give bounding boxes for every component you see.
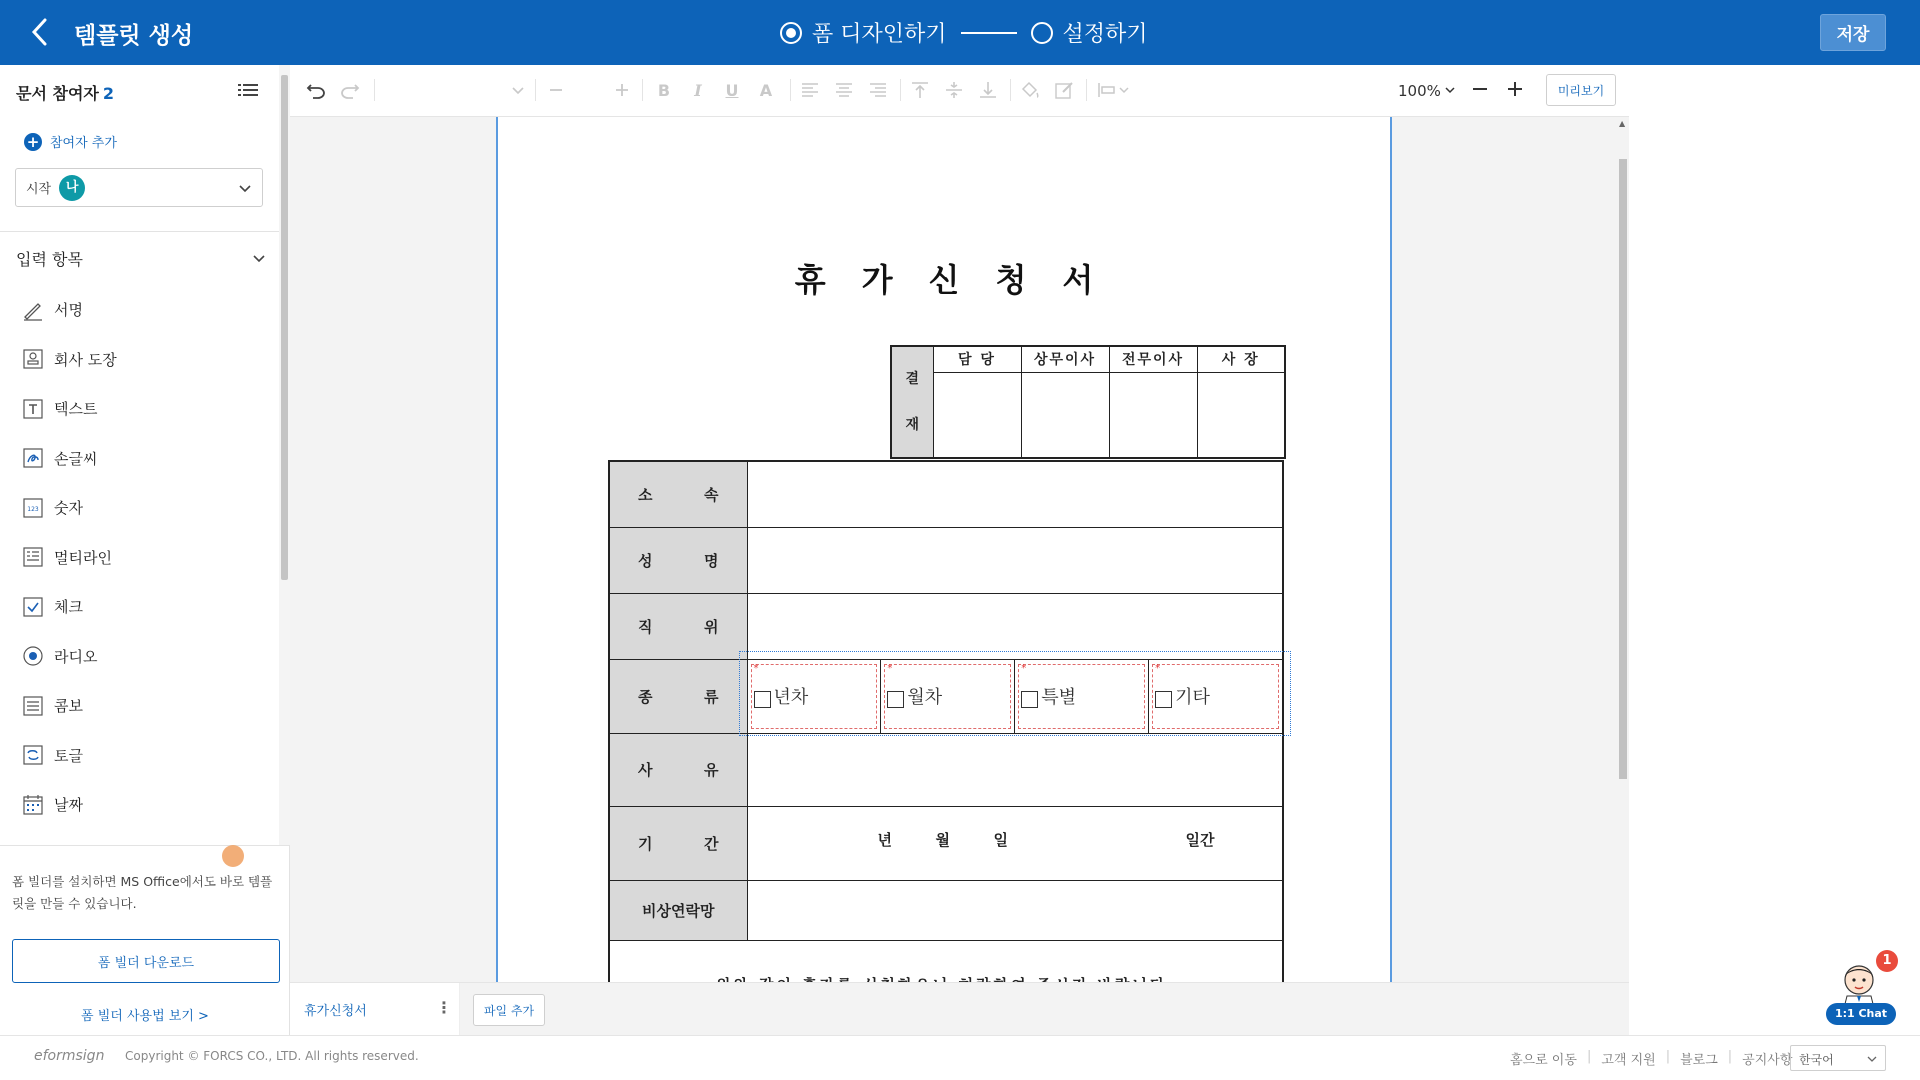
combo-icon bbox=[22, 695, 44, 717]
document-title[interactable]: 휴가신청서 bbox=[794, 261, 1130, 299]
approval-sign-box[interactable] bbox=[1021, 372, 1109, 458]
step-indicator bbox=[780, 17, 1148, 48]
scroll-up-icon[interactable]: ▲ bbox=[1619, 119, 1626, 128]
required-mark: * bbox=[1155, 662, 1161, 674]
emergency-cell[interactable] bbox=[747, 880, 1283, 940]
row-label-position bbox=[609, 593, 747, 659]
checkbox-label: 년차 bbox=[773, 687, 809, 708]
department-cell[interactable] bbox=[747, 461, 1283, 527]
divider bbox=[0, 845, 290, 846]
field-label: 회사 도장 bbox=[54, 350, 117, 369]
label-char: 유 bbox=[704, 761, 719, 779]
add-participant-button[interactable] bbox=[24, 132, 117, 151]
redo-icon[interactable] bbox=[338, 78, 362, 102]
leave-form-table[interactable] bbox=[608, 460, 1284, 1001]
preview-button[interactable]: 미리보기 bbox=[1546, 74, 1616, 106]
approval-header: 사 장 bbox=[1197, 346, 1285, 372]
more-vertical-icon[interactable]: ⋮ bbox=[436, 998, 452, 1017]
kind-cell bbox=[747, 659, 1283, 733]
required-mark: * bbox=[887, 662, 893, 674]
page-title: 템플릿 생성 bbox=[74, 23, 194, 49]
field-label: 토글 bbox=[54, 746, 83, 765]
table-row bbox=[609, 659, 1283, 733]
top-header bbox=[0, 0, 1920, 65]
toolbar-separator bbox=[642, 79, 643, 101]
label-char: 류 bbox=[704, 687, 719, 706]
field-item-multiline[interactable] bbox=[0, 533, 279, 583]
valign-top-icon[interactable] bbox=[908, 78, 932, 102]
signature-icon bbox=[22, 299, 44, 321]
label-char: 소 bbox=[638, 485, 653, 504]
file-tab[interactable] bbox=[290, 983, 460, 1036]
approval-side-label bbox=[891, 346, 933, 458]
back-button[interactable] bbox=[26, 14, 56, 50]
file-tab-bar bbox=[290, 982, 1629, 1035]
label-char: 간 bbox=[704, 834, 719, 853]
avatar: 나 bbox=[59, 175, 85, 201]
checkbox-label: 특별 bbox=[1041, 687, 1077, 708]
svg-text:123: 123 bbox=[27, 505, 39, 513]
field-item-combo[interactable] bbox=[0, 681, 279, 731]
field-item-number[interactable] bbox=[0, 483, 279, 533]
footer-separator: | bbox=[1665, 1049, 1671, 1064]
sidebar-scrollbar[interactable] bbox=[279, 65, 290, 845]
language-value: 한국어 bbox=[1799, 1053, 1834, 1067]
italic-icon[interactable]: I bbox=[694, 80, 702, 100]
font-size-decrease-icon[interactable] bbox=[544, 78, 568, 102]
bold-icon[interactable]: B bbox=[657, 80, 671, 100]
emergency-label: 비상연락망 bbox=[642, 901, 715, 920]
field-label: 라디오 bbox=[54, 647, 98, 666]
form-builder-download-button[interactable]: 폼 빌더 다운로드 bbox=[12, 939, 280, 983]
participants-title bbox=[16, 81, 114, 104]
label-char: 명 bbox=[704, 551, 719, 570]
checkbox-icon[interactable] bbox=[1155, 691, 1172, 708]
row-label-name bbox=[609, 527, 747, 593]
field-label: 서명 bbox=[54, 301, 83, 320]
table-align-dropdown-icon[interactable] bbox=[1096, 78, 1132, 102]
plus-circle-icon: + bbox=[24, 133, 42, 151]
field-label: 콤보 bbox=[54, 697, 83, 716]
zoom-out-button[interactable] bbox=[1468, 77, 1492, 101]
kind-option-cell bbox=[748, 660, 882, 733]
label-char: 위 bbox=[704, 617, 719, 636]
divider bbox=[0, 231, 279, 232]
step-settings[interactable] bbox=[1031, 17, 1148, 48]
plus-icon bbox=[1503, 77, 1527, 101]
field-item-date[interactable] bbox=[0, 780, 279, 830]
chevron-down-icon bbox=[238, 181, 252, 195]
checkbox-label: 기타 bbox=[1175, 687, 1210, 708]
approval-header: 상무이사 bbox=[1021, 346, 1109, 372]
toggle-icon bbox=[22, 744, 44, 766]
label-char: 사 bbox=[638, 761, 653, 779]
cursor-indicator bbox=[222, 845, 244, 867]
checkbox-field-annual[interactable] bbox=[751, 664, 878, 729]
approval-sign-box[interactable] bbox=[933, 372, 1021, 458]
checkbox-field-monthly[interactable] bbox=[884, 664, 1011, 729]
document-canvas[interactable] bbox=[290, 117, 1617, 982]
approval-sign-box[interactable] bbox=[1109, 372, 1197, 458]
file-tab-label: 휴가신청서 bbox=[304, 1004, 367, 1019]
approval-table[interactable] bbox=[890, 345, 1286, 459]
minus-icon bbox=[1468, 77, 1492, 101]
support-agent-icon bbox=[1838, 960, 1880, 1004]
row-label-period bbox=[609, 806, 747, 880]
footer-link-blog[interactable]: 블로그 bbox=[1680, 1053, 1718, 1068]
form-builder-description: 폼 빌더를 설치하면 MS Office에서도 바로 템플릿을 만들 수 있습니다. bbox=[12, 874, 273, 911]
add-file-button[interactable]: 파일 추가 bbox=[473, 994, 545, 1026]
checkbox-icon[interactable] bbox=[1021, 691, 1038, 708]
period-month: 월 bbox=[935, 830, 950, 849]
table-row bbox=[609, 527, 1283, 593]
chevron-down-icon[interactable] bbox=[1444, 84, 1456, 96]
label-char: 종 bbox=[638, 687, 653, 706]
table-row bbox=[609, 880, 1283, 940]
field-label: 날짜 bbox=[54, 796, 83, 815]
reason-cell[interactable] bbox=[747, 733, 1283, 806]
multiline-icon bbox=[22, 546, 44, 568]
footer-copyright: Copyright © FORCS CO., LTD. All rights reserved. bbox=[125, 1049, 419, 1063]
field-label: 손글씨 bbox=[54, 449, 98, 468]
row-label-emergency bbox=[609, 880, 747, 940]
footer-logo: eformsign bbox=[34, 1048, 105, 1064]
add-participant-label: 참여자 추가 bbox=[50, 136, 117, 151]
language-select[interactable] bbox=[1790, 1045, 1886, 1071]
checkbox-field-special[interactable] bbox=[1018, 664, 1145, 729]
left-sidebar bbox=[0, 65, 290, 1035]
document-page[interactable] bbox=[496, 117, 1392, 982]
table-row bbox=[609, 461, 1283, 527]
period-year: 년 bbox=[877, 830, 892, 849]
field-label: 멀티라인 bbox=[54, 548, 112, 567]
period-content bbox=[748, 807, 1283, 880]
align-center-icon[interactable] bbox=[832, 78, 856, 102]
notification-badge: 1 bbox=[1876, 950, 1898, 972]
label-char: 직 bbox=[638, 617, 653, 636]
step-label: 설정하기 bbox=[1062, 22, 1148, 47]
form-builder-usage-link[interactable]: 폼 빌더 사용법 보기 > bbox=[81, 1009, 209, 1024]
toolbar-separator bbox=[1010, 79, 1011, 101]
align-right-icon[interactable] bbox=[866, 78, 890, 102]
row-label-reason bbox=[609, 733, 747, 806]
toolbar-separator bbox=[790, 79, 791, 101]
kind-options bbox=[748, 660, 1283, 733]
kind-option-cell bbox=[881, 660, 1015, 733]
table-row bbox=[609, 593, 1283, 659]
period-days: 일간 bbox=[1185, 830, 1215, 849]
footer bbox=[0, 1035, 1920, 1080]
radio-icon bbox=[22, 645, 44, 667]
chat-widget[interactable] bbox=[1826, 950, 1898, 1026]
approval-sign-box[interactable] bbox=[1197, 372, 1285, 458]
field-item-radio[interactable] bbox=[0, 632, 279, 682]
valign-bottom-icon[interactable] bbox=[976, 78, 1000, 102]
font-color-icon[interactable]: A bbox=[759, 80, 773, 100]
handwriting-icon bbox=[22, 447, 44, 469]
radio-selected-icon bbox=[780, 22, 802, 44]
field-item-signature[interactable] bbox=[0, 285, 279, 335]
input-items-title: 입력 항목 bbox=[16, 250, 83, 269]
footer-link-notice[interactable]: 공지사항 bbox=[1742, 1053, 1793, 1068]
align-left-icon[interactable] bbox=[798, 78, 822, 102]
number-icon bbox=[22, 497, 44, 519]
stamp-icon bbox=[22, 348, 44, 370]
field-list bbox=[0, 285, 279, 830]
approval-header: 담 당 bbox=[933, 346, 1021, 372]
footer-separator: | bbox=[1727, 1049, 1733, 1064]
checkbox-icon[interactable] bbox=[887, 691, 904, 708]
zoom-level[interactable]: 100% bbox=[1398, 82, 1441, 100]
right-panel bbox=[1629, 65, 1920, 1035]
scrollbar-thumb[interactable] bbox=[1619, 159, 1627, 779]
table-row bbox=[609, 733, 1283, 806]
font-size-increase-icon[interactable] bbox=[610, 78, 634, 102]
fill-color-icon[interactable] bbox=[1018, 78, 1042, 102]
toolbar-separator bbox=[535, 79, 536, 101]
row-label-kind bbox=[609, 659, 747, 733]
valign-middle-icon[interactable] bbox=[942, 78, 966, 102]
zoom-in-button[interactable] bbox=[1503, 77, 1527, 101]
period-cell[interactable] bbox=[747, 806, 1283, 880]
step-form-design[interactable] bbox=[780, 17, 947, 48]
kind-option-cell bbox=[1015, 660, 1149, 733]
scrollbar-thumb[interactable] bbox=[281, 75, 288, 580]
field-item-handwriting[interactable] bbox=[0, 434, 279, 484]
name-cell[interactable] bbox=[747, 527, 1283, 593]
field-item-check[interactable] bbox=[0, 582, 279, 632]
checkbox-field-other[interactable] bbox=[1152, 664, 1279, 729]
approval-header: 전무이사 bbox=[1109, 346, 1197, 372]
required-mark: * bbox=[753, 662, 759, 674]
label-char: 성 bbox=[638, 551, 653, 570]
canvas-scrollbar[interactable] bbox=[1617, 117, 1629, 982]
participants-label: 문서 참여자 bbox=[16, 84, 99, 103]
step-connector bbox=[961, 32, 1017, 34]
font-dropdown-chevron-icon[interactable] bbox=[506, 78, 530, 102]
field-item-text[interactable] bbox=[0, 384, 279, 434]
footer-link-home[interactable]: 홈으로 이동 bbox=[1510, 1053, 1577, 1068]
border-edit-icon[interactable] bbox=[1052, 78, 1076, 102]
calendar-icon bbox=[22, 794, 44, 816]
field-item-toggle[interactable] bbox=[0, 731, 279, 781]
file-tab-strip bbox=[460, 983, 1629, 1036]
chat-label: 1:1 Chat bbox=[1826, 1003, 1896, 1025]
required-mark: * bbox=[1021, 662, 1027, 674]
participant-select[interactable] bbox=[15, 168, 263, 207]
checkbox-icon[interactable] bbox=[754, 691, 771, 708]
editor-toolbar bbox=[290, 65, 1629, 117]
approval-side-bottom: 재 bbox=[905, 417, 920, 433]
kind-option-cell bbox=[1149, 660, 1282, 733]
participants-count: 2 bbox=[102, 84, 114, 103]
row-label-department bbox=[609, 461, 747, 527]
position-cell[interactable] bbox=[747, 593, 1283, 659]
radio-empty-icon bbox=[1031, 22, 1053, 44]
toolbar-separator bbox=[374, 79, 375, 101]
label-char: 속 bbox=[704, 485, 719, 504]
chevron-down-icon bbox=[252, 251, 266, 265]
chevron-left-icon bbox=[26, 14, 56, 50]
step-label: 폼 디자인하기 bbox=[812, 22, 947, 47]
list-icon[interactable] bbox=[238, 81, 260, 101]
field-label: 숫자 bbox=[54, 499, 83, 518]
table-row bbox=[609, 806, 1283, 880]
participant-select-label: 시작 bbox=[26, 182, 52, 197]
chevron-down-icon bbox=[1867, 1054, 1877, 1064]
footer-separator: | bbox=[1586, 1049, 1592, 1064]
save-button[interactable]: 저장 bbox=[1820, 14, 1886, 51]
approval-side-top: 결 bbox=[905, 371, 920, 387]
checkbox-label: 월차 bbox=[907, 687, 943, 708]
field-label: 체크 bbox=[54, 598, 83, 617]
period-day: 일 bbox=[993, 830, 1008, 849]
field-label: 텍스트 bbox=[54, 400, 98, 419]
footer-link-support[interactable]: 고객 지원 bbox=[1601, 1053, 1656, 1068]
footer-links bbox=[1510, 1049, 1792, 1068]
label-char: 기 bbox=[638, 834, 653, 853]
toolbar-separator bbox=[1086, 79, 1087, 101]
checkbox-icon bbox=[22, 596, 44, 618]
input-items-toggle[interactable] bbox=[16, 247, 266, 270]
undo-icon[interactable] bbox=[304, 78, 328, 102]
text-icon bbox=[22, 398, 44, 420]
toolbar-separator bbox=[900, 79, 901, 101]
field-item-company-stamp[interactable] bbox=[0, 335, 279, 385]
underline-icon[interactable]: U bbox=[725, 80, 739, 100]
